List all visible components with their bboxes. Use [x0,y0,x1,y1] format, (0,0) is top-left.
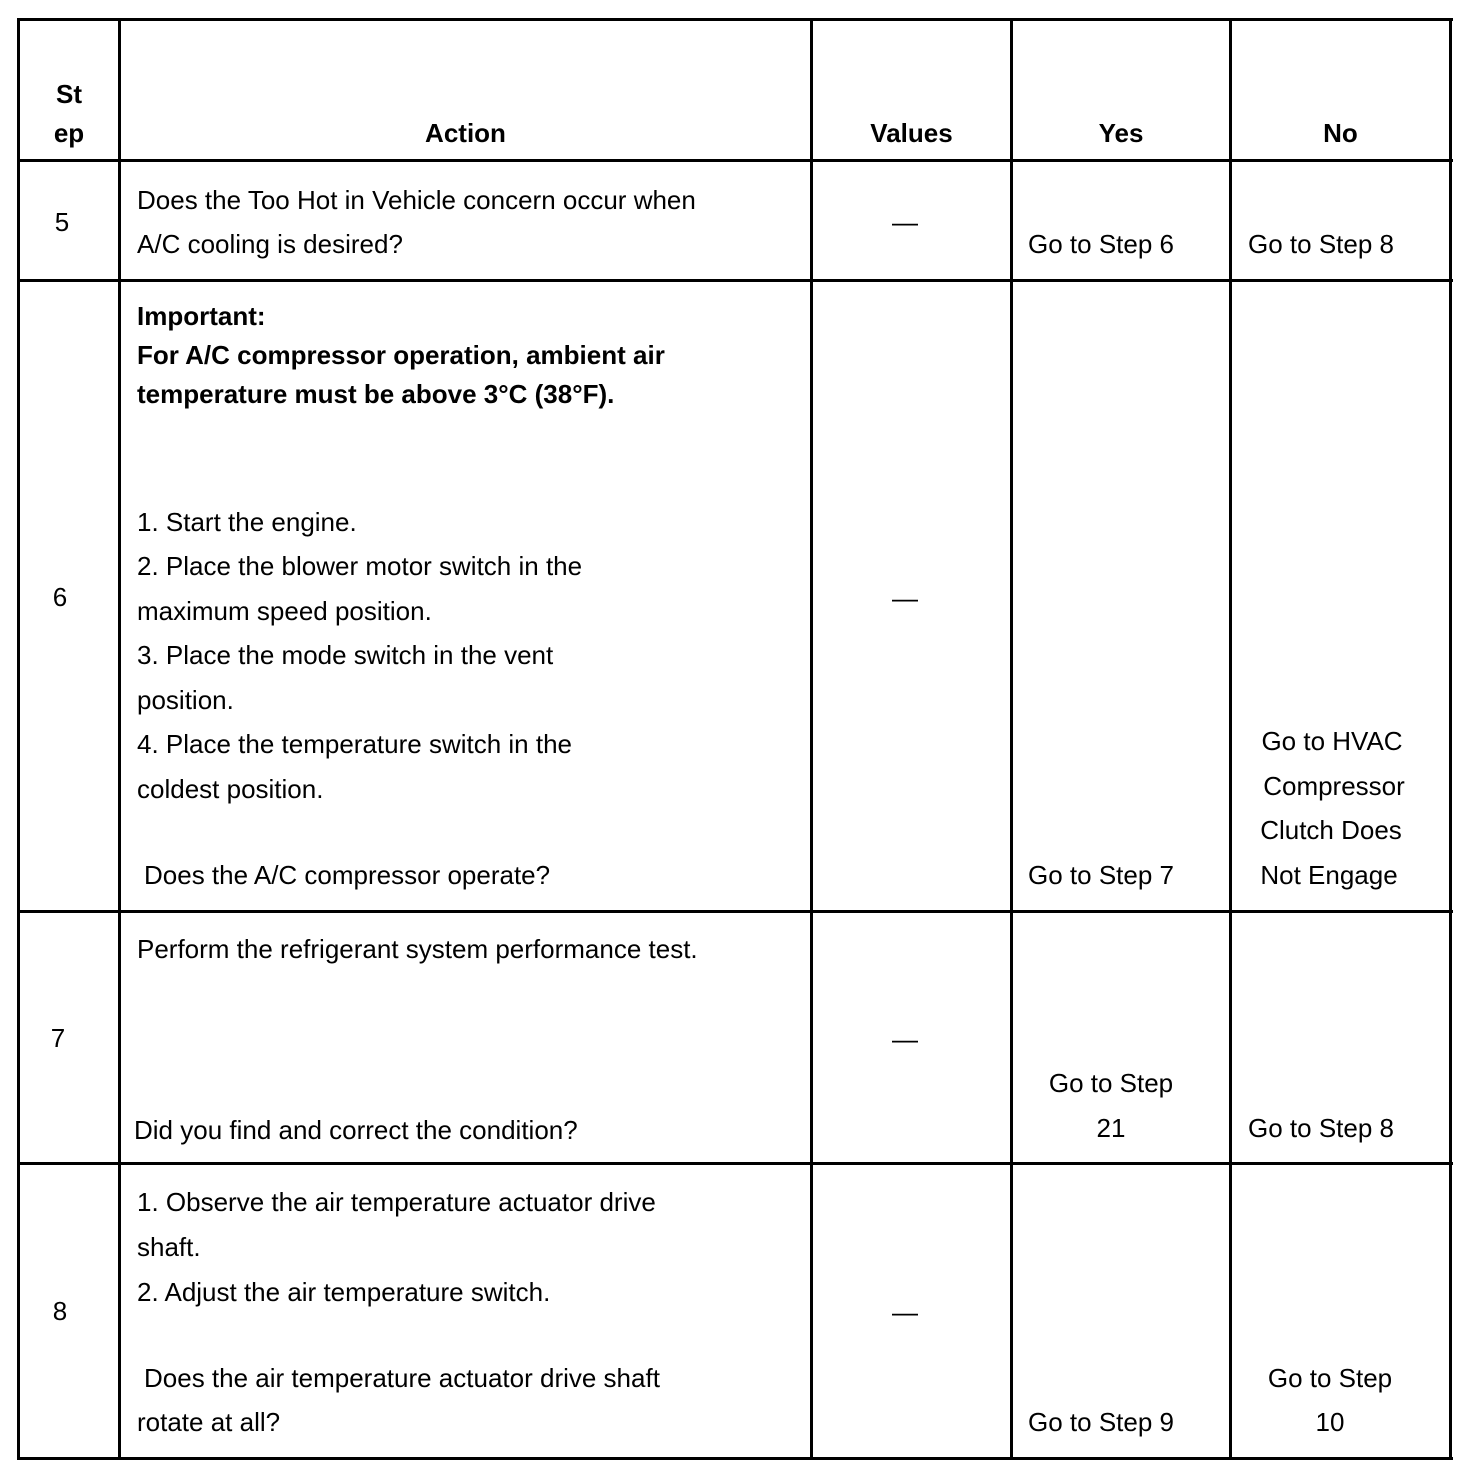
no-result: Go to HVAC [1261,726,1403,756]
action-text: A/C cooling is desired? [137,229,403,259]
no-result: Go to Step [1267,1363,1393,1393]
no-result: Compressor [1263,771,1405,801]
header-no: No [1323,118,1358,148]
yes-result: Go to Step 7 [1028,860,1174,890]
instruction-item: 4. Place the temperature switch in the [137,729,573,759]
step-number: 5 [54,207,70,237]
header-step-line1: St [56,79,82,109]
question-text: rotate at all? [137,1407,281,1437]
value-dash: — [892,1297,918,1327]
instruction-item: 2. Place the blower motor switch in the [137,551,583,581]
instruction-item: position. [137,685,234,715]
value-dash: — [892,1024,918,1054]
question-text: Does the air temperature actuator drive shaft [144,1363,660,1393]
yes-result: Go to Step 6 [1028,229,1174,259]
instruction-item: coldest position. [137,774,324,804]
step-number: 8 [52,1296,68,1326]
header-step-line2: ep [53,118,85,148]
header-values: Values [870,118,953,148]
yes-result: Go to Step 9 [1028,1407,1174,1437]
step-number: 7 [50,1023,66,1053]
header-yes: Yes [1098,118,1144,148]
instruction-item: maximum speed position. [137,596,432,626]
instruction-item: 2. Adjust the air temperature switch. [137,1277,551,1307]
table-border-right [1449,18,1452,1460]
instruction-item: shaft. [137,1232,201,1262]
action-text: Perform the refrigerant system performance test. [137,934,698,964]
row-divider-5 [17,279,1453,282]
column-divider-values [1010,18,1013,1460]
table-border-top [17,18,1453,21]
no-result: 10 [1315,1407,1345,1437]
yes-result: 21 [1096,1113,1126,1143]
step-number: 6 [52,582,68,612]
action-text: Does the Too Hot in Vehicle concern occur when [137,185,696,215]
important-note: temperature must be above 3°C (38°F). [137,379,615,409]
value-dash: — [892,583,918,613]
instruction-item: 1. Observe the air temperature actuator drive [137,1187,656,1217]
row-divider-7 [17,1162,1453,1165]
table-border-bottom [17,1457,1453,1460]
row-divider-header [17,159,1453,162]
yes-result: Go to Step [1048,1068,1174,1098]
row-divider-6 [17,910,1453,913]
question-text: Did you find and correct the condition? [134,1115,578,1145]
value-dash: — [892,207,918,237]
no-result: Not Engage [1260,860,1398,890]
question-text: Does the A/C compressor operate? [144,860,551,890]
no-result: Clutch Does [1260,815,1402,845]
no-result: Go to Step 8 [1248,229,1394,259]
no-result: Go to Step 8 [1248,1113,1394,1143]
important-label: Important: [137,301,266,331]
instruction-item: 1. Start the engine. [137,507,357,537]
header-action: Action [425,118,506,148]
important-note: For A/C compressor operation, ambient air [137,340,665,370]
instruction-item: 3. Place the mode switch in the vent [137,640,554,670]
column-divider-step [118,18,121,1460]
